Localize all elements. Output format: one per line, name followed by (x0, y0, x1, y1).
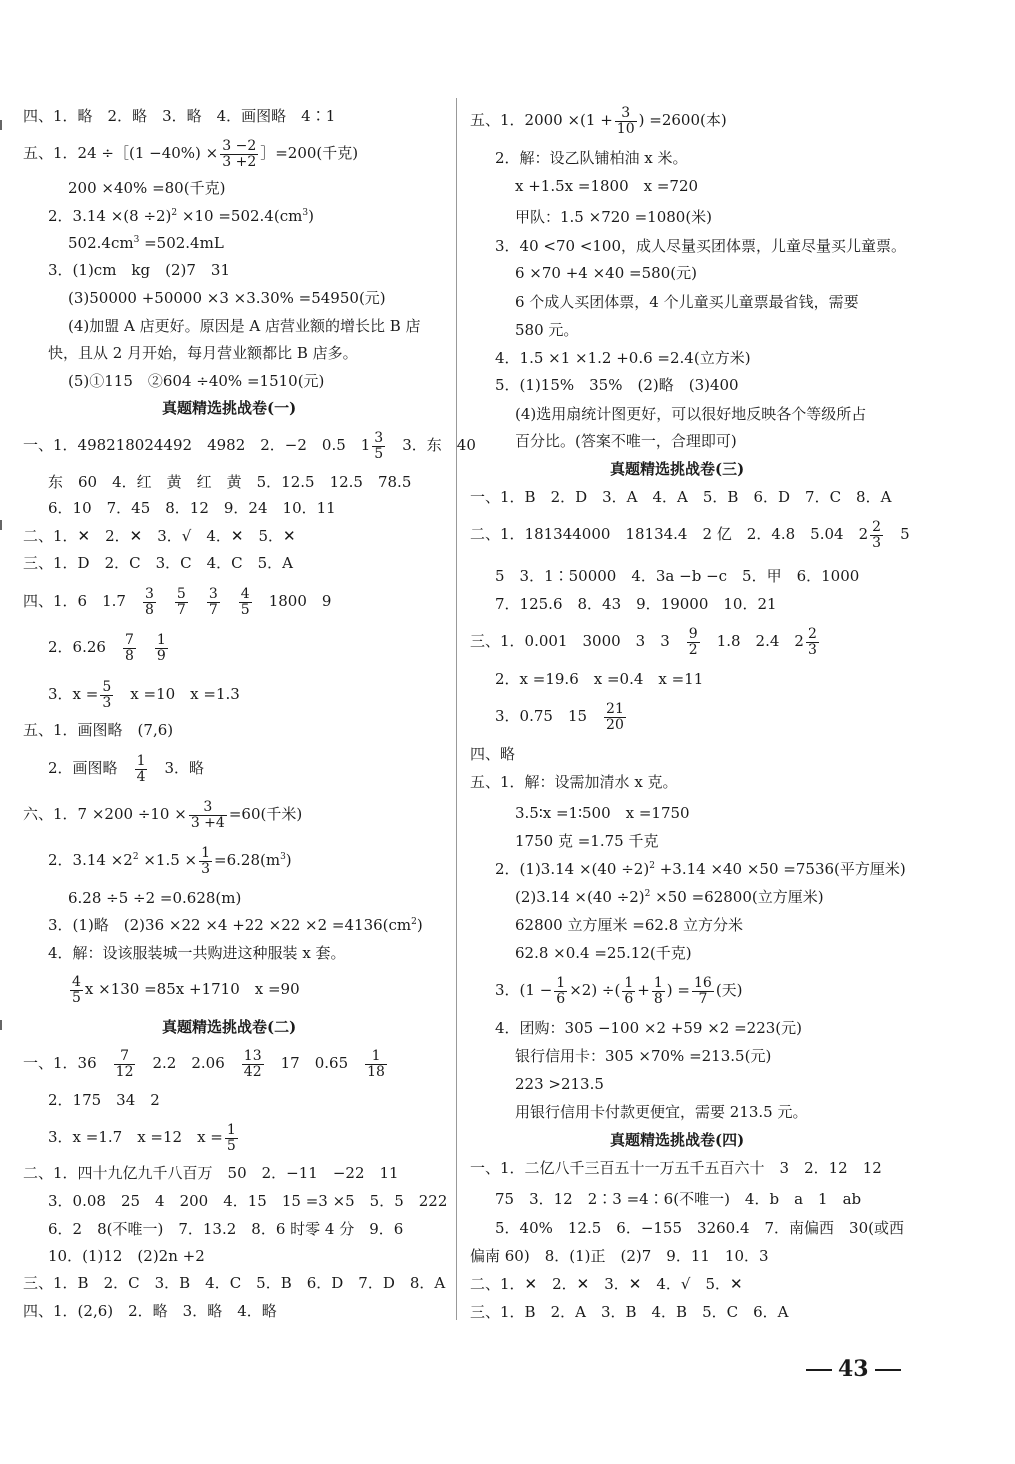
answer-line: $502.4cm^3 =502.4mL$ (68, 234, 224, 252)
column-divider (456, 98, 457, 1320)
answer-line: 2．解：设乙队铺柏油 x 米。 (495, 149, 688, 167)
fraction: $\frac{7}{8}$ (124, 631, 134, 664)
answer-line: 6．2 8(不唯一) 7．13.2 8．6 时零 4 分 9．6 (48, 1220, 404, 1238)
answer-line: 223 >213.5 (515, 1075, 604, 1093)
answer-line: 五、1．解：设需加清水 x 克。 (470, 773, 678, 791)
fraction: $\frac{1}{9}$ (156, 631, 166, 664)
answer-line: 3．(1)略 $(2)36 \times 22 \times 4 +22 \times 22 \times 2 =4136(cm^2)$ (48, 916, 423, 934)
answer-line: 3．40 <70 <100，成人尽量买团体票，儿童尽量买儿童票。 (495, 237, 907, 255)
answer-line: 五、1．2000 ×(1 + $\frac{3}{10}$ ) =2600(本) (470, 104, 727, 137)
answer-line: 甲队：1.5 ×720 =1080(米) (515, 208, 713, 226)
answer-line: (4)加盟 A 店更好。原因是 A 店营业额的增长比 B 店 (68, 317, 421, 335)
answer-line: 5．40% 12.5 6．−155 3260.4 7．南偏西 30(或西 (495, 1219, 904, 1237)
answer-line: 3．0.75 15 $\frac{21}{20}$ (495, 700, 624, 733)
fraction: $\frac{1}{6}$ (556, 974, 566, 1007)
answer-line: 75 3．12 2∶3 =4∶6(不唯一) 4．b a 1 ab (495, 1190, 862, 1208)
answer-line: (3)50000 +50000 ×3 ×3.30% =54950(元) (68, 289, 386, 307)
answer-line: 偏南 60) 8．(1)正 (2)7 9．11 10．3 (470, 1247, 769, 1265)
answer-line: 二、1．✕ 2．✕ 3．✕ 4．√ 5．✕ (470, 1275, 743, 1293)
page-number-dash (875, 1369, 901, 1371)
section-title: 真题精选挑战卷(一) (162, 399, 297, 417)
fraction: $\frac{9}{2}$ (688, 625, 698, 658)
margin-mark (0, 1020, 2, 1030)
fraction: $\frac{4}{5}$ (240, 585, 250, 618)
answer-line: 4．1.5 ×1 ×1.2 +0.6 =2.4(立方米) (495, 349, 751, 367)
answer-line: 三、1．B 2．C 3．B 4．C 5．B 6．D 7．D 8．A (23, 1274, 446, 1292)
answer-line: 2．$3.14 \times(8 \div 2)^2 \times 10 =502.4(cm^3)$ (48, 207, 314, 225)
answer-line: 6．10 7．45 8．12 9．24 10．11 (48, 499, 336, 517)
page-number-text: 43 (838, 1356, 869, 1382)
fraction: $\frac{2}{3}$ (807, 625, 817, 658)
fraction: $\frac{16}{7}$ (693, 974, 712, 1007)
answer-line: 5．(1)15% 35% (2)略 (3)400 (495, 376, 739, 394)
page-number-dash (806, 1369, 832, 1371)
answer-line: 3.5∶x =1∶500 x =1750 (515, 804, 690, 822)
page-number (800, 1356, 907, 1382)
answer-line: 2．6.26 $\frac{7}{8}$ $\frac{1}{9}$ (48, 631, 166, 664)
answer-line: (5)①115 ②604 ÷40% =1510(元) (68, 372, 325, 390)
answer-line: 四、1．略 2．略 3．略 4．画图略 4∶1 (23, 107, 336, 125)
answer-line: 四、1．6 1.7 $\frac{3}{8}$ $\frac{5}{7}$ $\frac{3}{7}$ $\frac{4}{5}$ 1800 9 (23, 585, 332, 618)
fraction: $\frac{3}{5}$ (374, 429, 384, 462)
fraction: $\frac{5}{7}$ (176, 585, 186, 618)
answer-line: 10．(1)12 (2)2n +2 (48, 1247, 205, 1265)
answer-line: 4．解：设该服装城一共购进这种服装 x 套。 (48, 944, 346, 962)
answer-line: 1750 克 =1.75 千克 (515, 832, 659, 850)
answer-line: 2．$(1)3.14 \times(40 \div 2)^2 +3.14 \times 40 \times 50 =7536$(平方厘米) (495, 860, 906, 878)
answer-line: 3．x = $\frac{5}{3}$ x =10 x =1.3 (48, 678, 240, 711)
answer-line: 五、1．画图略 (7,6) (23, 721, 174, 739)
answer-line: 6 ×70 +4 ×40 =580(元) (515, 264, 697, 282)
answer-line: $\frac{4}{5}$ x ×130 =85x +1710 x =90 (72, 973, 300, 1006)
fraction: $\frac{3}{3 +4}$ (190, 798, 225, 831)
answer-line: 200 ×40% =80(千克) (68, 179, 226, 197)
fraction: $\frac{13}{42}$ (243, 1047, 262, 1080)
answer-line: 6.28 ÷5 ÷2 =0.628(m) (68, 889, 242, 907)
answer-line: 一、1．B 2．D 3．A 4．A 5．B 6．D 7．C 8．A (470, 488, 892, 506)
answer-line: 3．(1 − $\frac{1}{6}$ ×2) ÷( $\frac{1}{6}$ + $\frac{1}{8}$ ) = $\frac{16}{7}$ (天) (495, 974, 743, 1007)
fraction: $\frac{4}{5}$ (72, 973, 81, 1006)
answer-line: 4．团购：305 −100 ×2 +59 ×2 =223(元) (495, 1019, 802, 1037)
answer-line: $(2)3.14 \times(40 \div 2)^2 \times 50 =62800$(立方厘米) (515, 888, 824, 906)
margin-mark (0, 120, 2, 130)
answer-line: x +1.5x =1800 x =720 (515, 177, 699, 195)
fraction: $\frac{1}{8}$ (653, 974, 663, 1007)
fraction: $\frac{3}{7}$ (208, 585, 218, 618)
answer-line: 3．x =1.7 x =12 x = $\frac{1}{5}$ (48, 1121, 236, 1154)
answer-line: 六、1．7 ×200 ÷10 × $\frac{3}{3 +4}$ =60(千米) (23, 798, 303, 831)
fraction: $\frac{5}{3}$ (102, 678, 112, 711)
answer-line: 用银行信用卡付款更便宜，需要 213.5 元。 (515, 1103, 808, 1121)
answer-line: 2．175 34 2 (48, 1091, 160, 1109)
fraction: $\frac{3}{8}$ (144, 585, 154, 618)
fraction: $\frac{2}{3}$ (872, 518, 882, 551)
answer-line: 三、1．0.001 3000 3 3 $\frac{9}{2}$ 1.8 2.4 2 $\frac{2}{3}$ (470, 625, 817, 658)
answer-line: 580 元。 (515, 321, 579, 339)
answer-line: 3．(1)cm kg (2)7 31 (48, 261, 230, 279)
answer-line: 一、1．498218024492 4982 2．−2 0.5 1 $\frac{3}{5}$ 3．东 40 (23, 429, 476, 462)
fraction: $\frac{1}{4}$ (136, 752, 146, 785)
answer-line: 一、1．36 $\frac{7}{12}$ 2.2 2.06 $\frac{13}{42}$ 17 0.65 $\frac{1}{18}$ (23, 1047, 385, 1080)
fraction: $\frac{1}{5}$ (226, 1121, 236, 1154)
fraction: $\frac{21}{20}$ (606, 700, 624, 733)
fraction: $\frac{3 -2}{3 +2}$ (222, 137, 257, 170)
fraction: $\frac{7}{12}$ (115, 1047, 134, 1080)
answer-line: 快，且从 2 月开始，每月营业额都比 B 店多。 (48, 344, 358, 362)
fraction: $\frac{3}{10}$ (616, 104, 635, 137)
answer-line: 2．$3.14 \times 2^2 \times 1.5$ × $\frac{1}{3}$ $=6.28(m^3)$ (48, 844, 292, 877)
margin-mark (0, 520, 2, 530)
answer-line: 二、1．四十九亿九千八百万 50 2．−11 −22 11 (23, 1164, 399, 1182)
answer-line: 四、略 (470, 745, 516, 763)
answer-line: 3．0.08 25 4 200 4．15 15 =3 ×5 5．5 222 (48, 1192, 448, 1210)
answer-line: 五、1．24 ÷［(1 −40%) × $\frac{3 -2}{3 +2}$ ］=200(千克) (23, 137, 359, 170)
answer-line: 东 60 4．红 黄 红 黄 5．12.5 12.5 78.5 (48, 473, 412, 491)
section-title: 真题精选挑战卷(四) (610, 1131, 745, 1149)
answer-line: 二、1．✕ 2．✕ 3．√ 4．✕ 5．✕ (23, 527, 296, 545)
answer-line: (4)选用扇统计图更好，可以很好地反映各个等级所占 (515, 405, 867, 423)
answer-line: 2．x =19.6 x =0.4 x =11 (495, 670, 704, 688)
section-title: 真题精选挑战卷(三) (610, 460, 745, 478)
answer-line: 5 3．1∶50000 4．3a −b −c 5．甲 6．1000 (495, 567, 860, 585)
fraction: $\frac{1}{3}$ (201, 844, 211, 877)
answer-line: 银行信用卡：305 ×70% =213.5(元) (515, 1047, 772, 1065)
fraction: $\frac{1}{6}$ (624, 974, 634, 1007)
answer-line: 一、1．二亿八千三百五十一万五千五百六十 3 2．12 12 (470, 1159, 882, 1177)
section-title: 真题精选挑战卷(二) (162, 1018, 297, 1036)
answer-line: 百分比。(答案不唯一，合理即可) (515, 432, 737, 450)
answer-line: 7．125.6 8．43 9．19000 10．21 (495, 595, 777, 613)
answer-line: 二、1．181344000 18134.4 2 亿 2．4.8 5.04 2 $\frac{2}{3}$ 5 (470, 518, 910, 551)
answer-line: 6 个成人买团体票，4 个儿童买儿童票最省钱，需要 (515, 293, 859, 311)
answer-line: 62800 立方厘米 =62.8 立方分米 (515, 916, 743, 934)
answer-line: 四、1．(2,6) 2．略 3．略 4．略 (23, 1302, 277, 1320)
fraction: $\frac{1}{18}$ (367, 1047, 385, 1080)
answer-line: 三、1．B 2．A 3．B 4．B 5．C 6．A (470, 1303, 789, 1321)
answer-line: 62.8 ×0.4 =25.12(千克) (515, 944, 692, 962)
answer-line: 2．画图略 $\frac{1}{4}$ 3．略 (48, 752, 205, 785)
answer-line: 三、1．D 2．C 3．C 4．C 5．A (23, 554, 294, 572)
